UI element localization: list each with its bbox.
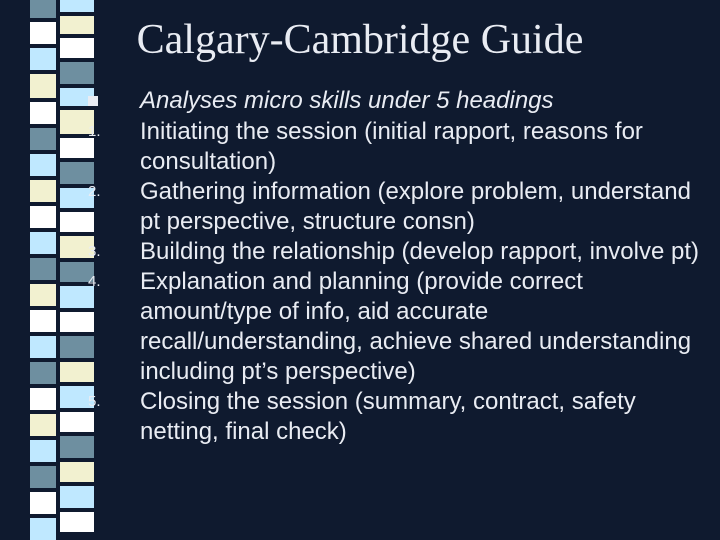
list-item-text: Building the relationship (develop rapport, involve pt) [140,238,699,265]
list-item [78,387,708,447]
list-item-text: Initiating the session (initial rapport, reasons for consultation) [140,118,643,175]
list-item-text: Closing the session (summary, contract, safety netting, final check) [140,388,636,445]
list-number: 2. [88,183,101,200]
list-item [78,117,708,177]
list-item [78,267,708,387]
square-bullet-icon [88,96,98,106]
lead-text: Analyses micro skills under 5 headings [140,87,554,114]
list-item-lead [78,86,708,117]
list-number: 1. [88,123,101,140]
list-number: 3. [88,243,101,260]
list-item-text: Explanation and planning (provide correct amount/type of info, aid accurate recall/understanding, achieve shared understanding including pt’s perspective) [140,268,692,385]
list-number: 5. [88,393,101,410]
list-number: 4. [88,273,101,290]
list-item-text: Gathering information (explore problem, understand pt perspective, structure consn) [140,178,691,235]
list-item [78,237,708,267]
slide-title: Calgary-Cambridge Guide [136,17,584,63]
list-item [78,177,708,237]
slide-content [78,86,708,447]
bullet-marker [78,86,140,117]
